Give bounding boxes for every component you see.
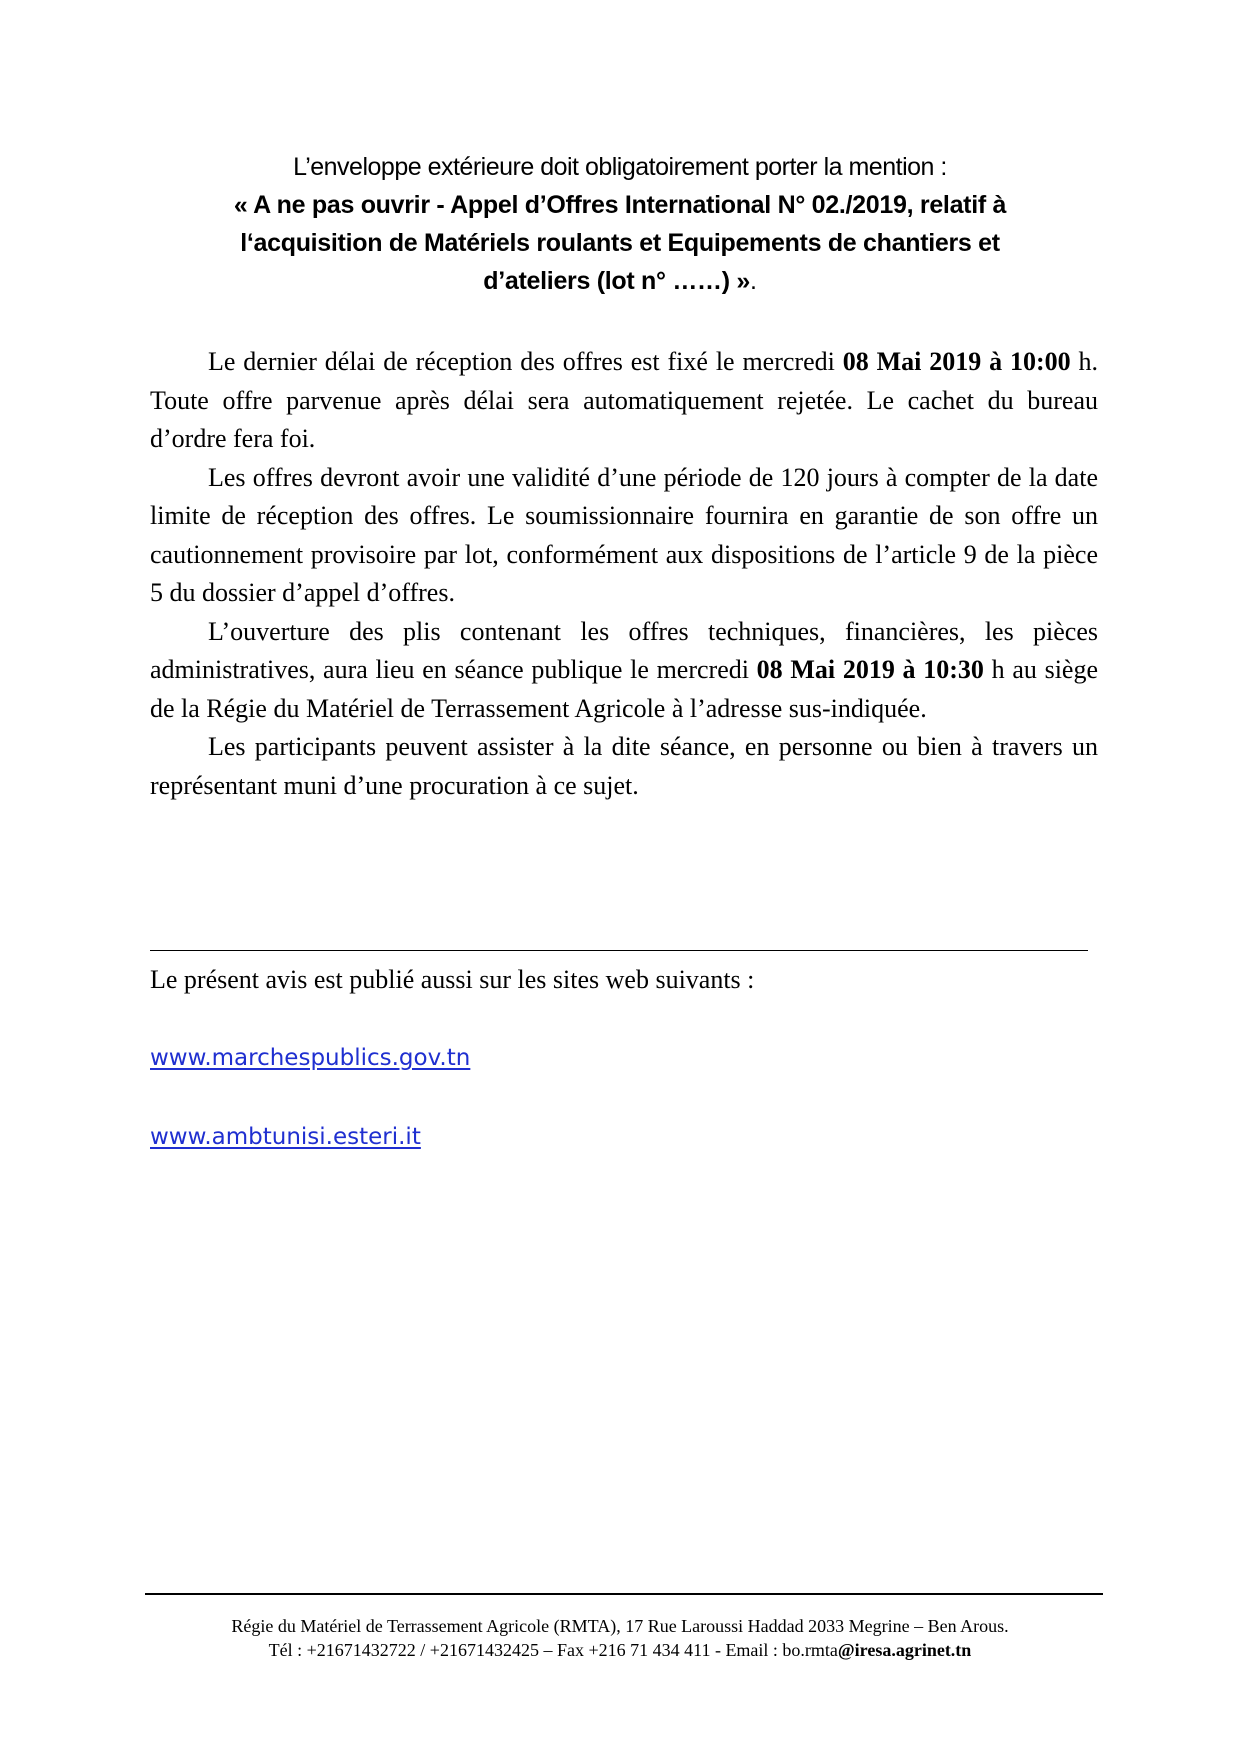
envelope-notice: [150, 148, 1090, 300]
footer-rule: [145, 1593, 1103, 1595]
paragraph-validity: Les offres devront avoir une validité d’une période de 120 jours à compter de la date limite de réception des offres. Le soumissionnaire fournira en garantie de son offre un cautionnement provisoire par lot, conformément aux dispositions de l’article 9 de la pièce 5 du dossier d’appel d’offres.: [150, 462, 1098, 607]
footer-email-domain: @iresa.agrinet.tn: [837, 1640, 972, 1660]
deadline-date: 08 Mai 2019 à 10:00: [842, 347, 1071, 376]
opening-date: 08 Mai 2019 à 10:30: [756, 655, 984, 684]
footer-contact-text: Tél : +21671432722 / +21671432425 – Fax +216 71 434 411 - Email : bo.rmta: [268, 1640, 838, 1660]
deadline-text-a: Le dernier délai de réception des offres est fixé le mercredi: [208, 347, 843, 376]
paragraph-deadline: [150, 343, 1098, 459]
opening-text-a: L’ouverture des plis contenant les offres techniques, financières, les pièces administratives, aura lieu en séance publique le mercredi: [150, 616, 1098, 684]
opening-text-b: h au siège de la Régie du Matériel de Terrassement Agricole à l’adresse sus-indiquée.: [150, 655, 1098, 723]
footer-address: Régie du Matériel de Terrassement Agricole (RMTA), 17 Rue Laroussi Haddad 2033 Megrine – Ben Arous.: [231, 1616, 1009, 1636]
mention-line-3-text: d’ateliers (lot n° ……) »: [483, 267, 751, 295]
link-ambtunisi[interactable]: www.ambtunisi.esteri.it: [150, 1124, 421, 1150]
websites-intro: Le présent avis est publié aussi sur les sites web suivants :: [150, 965, 755, 994]
mention-line-3: [150, 262, 1090, 300]
mention-end: .: [750, 267, 757, 295]
deadline-text-b: h. Toute offre parvenue après délai sera automatiquement rejetée. Le cachet du bureau d’ordre fera foi.: [150, 347, 1099, 453]
mention-line-1: « A ne pas ouvrir - Appel d’Offres International N° 02./2019, relatif à: [233, 191, 1007, 219]
mention-line-2: l‘acquisition de Matériels roulants et Equipements de chantiers et: [240, 229, 1000, 257]
link-marchespublics[interactable]: www.marchespublics.gov.tn: [150, 1045, 471, 1071]
footer: [120, 1614, 1120, 1662]
envelope-intro: L’enveloppe extérieure doit obligatoirement porter la mention :: [293, 153, 947, 181]
paragraph-participants: Les participants peuvent assister à la dite séance, en personne ou bien à travers un représentant muni d’une procuration à ce sujet.: [150, 732, 1098, 800]
envelope-mention: [150, 186, 1090, 300]
separator-line: [150, 950, 1088, 951]
notice-body: [150, 343, 1098, 805]
footer-contact: [120, 1638, 1120, 1662]
paragraph-opening: [150, 613, 1098, 729]
